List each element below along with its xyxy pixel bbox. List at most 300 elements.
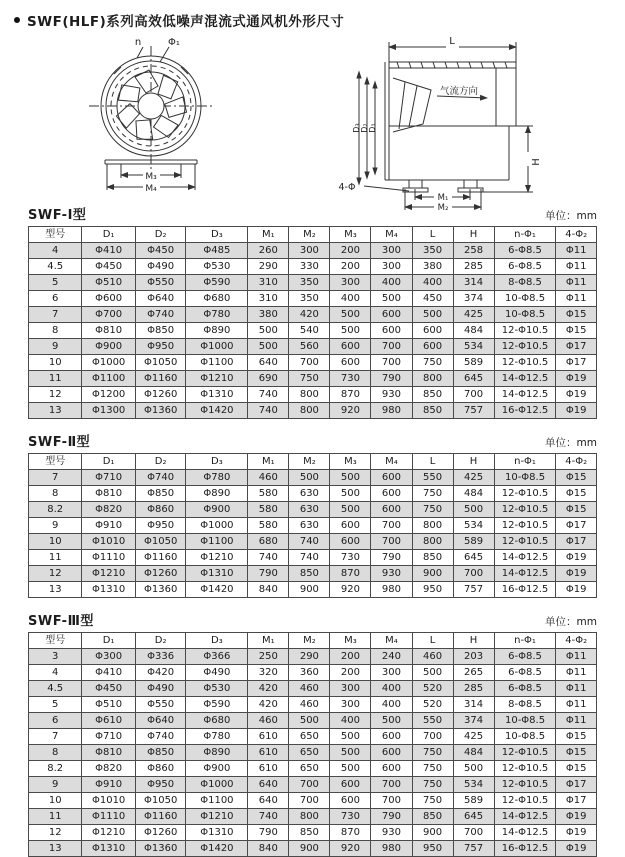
table-cell: Φ710 (82, 729, 135, 745)
table-cell: 630 (289, 486, 330, 502)
table-cell: 12-Φ10.5 (494, 745, 556, 761)
table-cell: 534 (453, 518, 494, 534)
table-cell: 500 (412, 665, 453, 681)
d3-dim-label: D₃ (351, 123, 361, 133)
table-cell: 840 (248, 582, 289, 598)
table-cell: 200 (330, 243, 371, 259)
table-cell: 4 (29, 665, 82, 681)
table-cell: Φ950 (135, 777, 186, 793)
table-cell: 850 (289, 825, 330, 841)
table-cell: 7 (29, 307, 82, 323)
motor-line (399, 82, 405, 129)
table-cell: Φ1050 (135, 534, 186, 550)
table-cell: Φ900 (82, 339, 135, 355)
table-cell: 920 (330, 841, 371, 857)
table-cell: Φ19 (556, 550, 597, 566)
column-header: 型号 (29, 633, 82, 649)
column-header: 4-Φ₂ (556, 454, 597, 470)
table-row (29, 355, 597, 371)
table-cell: 6-Φ8.5 (494, 649, 556, 665)
table-cell: Φ900 (186, 761, 248, 777)
table-cell: Φ19 (556, 809, 597, 825)
section-head (28, 431, 597, 450)
table-cell: 790 (371, 550, 412, 566)
table-cell: Φ1360 (135, 582, 186, 598)
table-cell: Φ1100 (186, 793, 248, 809)
table-cell: 380 (412, 259, 453, 275)
table-cell: 900 (412, 825, 453, 841)
table-cell: 690 (248, 371, 289, 387)
table-cell: 9 (29, 777, 82, 793)
table-cell: 750 (412, 486, 453, 502)
table-row (29, 566, 597, 582)
table-cell: 240 (371, 649, 412, 665)
table-cell: 740 (289, 550, 330, 566)
table-cell: Φ1260 (135, 387, 186, 403)
table-cell: 350 (289, 291, 330, 307)
table-cell: 484 (453, 486, 494, 502)
table-cell: 700 (453, 825, 494, 841)
table-cell: 314 (453, 697, 494, 713)
hatch (493, 62, 495, 68)
dimension-table-swf-3 (28, 632, 597, 857)
table-cell: 203 (453, 649, 494, 665)
table-cell: 6-Φ8.5 (494, 665, 556, 681)
table-row (29, 825, 597, 841)
table-cell: 200 (330, 649, 371, 665)
table-cell: Φ810 (82, 745, 135, 761)
table-cell: 360 (289, 665, 330, 681)
table-cell: Φ19 (556, 387, 597, 403)
dimension-table-swf-2 (28, 453, 597, 598)
column-header: 型号 (29, 227, 82, 243)
table-cell: 645 (453, 809, 494, 825)
table-cell: Φ820 (82, 502, 135, 518)
table-cell: Φ610 (82, 713, 135, 729)
table-cell: 650 (289, 761, 330, 777)
hatch (445, 62, 447, 68)
table-cell: 600 (330, 339, 371, 355)
unit-label: 单位：mm (545, 616, 597, 628)
table-row (29, 582, 597, 598)
table-cell: 460 (248, 713, 289, 729)
table-cell: 600 (371, 470, 412, 486)
table-cell: 500 (330, 307, 371, 323)
column-header: M₂ (289, 454, 330, 470)
table-cell: Φ780 (186, 729, 248, 745)
table-cell: 258 (453, 243, 494, 259)
page-title: SWF(HLF)系列高效低噪声混流式通风机外形尺寸 (27, 14, 345, 30)
table-cell: Φ890 (186, 486, 248, 502)
table-cell: Φ1160 (135, 809, 186, 825)
table-cell: 850 (412, 387, 453, 403)
table-row (29, 729, 597, 745)
column-header: D₁ (82, 454, 135, 470)
impeller (112, 70, 189, 145)
hatch (481, 62, 483, 68)
table-cell: 500 (330, 323, 371, 339)
table-cell: 700 (371, 777, 412, 793)
table-cell: 920 (330, 582, 371, 598)
table-cell: 650 (289, 745, 330, 761)
table-cell: 600 (330, 355, 371, 371)
section-title-swf-1: SWF-Ⅰ型 (28, 208, 87, 223)
table-cell: Φ19 (556, 825, 597, 841)
table-row (29, 339, 597, 355)
table-cell: Φ1420 (186, 582, 248, 598)
table-cell: 870 (330, 387, 371, 403)
table-cell: 13 (29, 582, 82, 598)
header-row (29, 227, 597, 243)
table-cell: Φ740 (135, 470, 186, 486)
table-cell: 10-Φ8.5 (494, 729, 556, 745)
table-cell: Φ530 (186, 681, 248, 697)
table-cell: 640 (248, 355, 289, 371)
table-cell: 980 (371, 582, 412, 598)
table-cell: 790 (248, 825, 289, 841)
table-row (29, 745, 597, 761)
table-cell: 3 (29, 649, 82, 665)
table-cell: 400 (371, 697, 412, 713)
table-cell: Φ1260 (135, 566, 186, 582)
column-header: D₃ (186, 227, 248, 243)
section-head (28, 610, 597, 629)
table-cell: 800 (289, 403, 330, 419)
table-cell: Φ11 (556, 243, 597, 259)
technical-drawings (14, 34, 611, 213)
table-cell: Φ1420 (186, 841, 248, 857)
table-cell: 850 (412, 809, 453, 825)
table-cell: 260 (248, 243, 289, 259)
table-cell: Φ19 (556, 371, 597, 387)
table-cell: 450 (412, 291, 453, 307)
table-cell: Φ300 (82, 649, 135, 665)
table-row (29, 275, 597, 291)
table-cell: 500 (453, 761, 494, 777)
table-cell: 600 (371, 307, 412, 323)
table-row (29, 665, 597, 681)
table-cell: Φ740 (135, 307, 186, 323)
column-header: M₄ (371, 633, 412, 649)
table-cell: 850 (412, 550, 453, 566)
table-cell: 12-Φ10.5 (494, 502, 556, 518)
table-cell: 500 (371, 713, 412, 729)
table-cell: 5 (29, 275, 82, 291)
table-row (29, 761, 597, 777)
table-cell: 300 (371, 243, 412, 259)
table-cell: 560 (289, 339, 330, 355)
table-cell: 300 (330, 681, 371, 697)
table-cell: 4 (29, 243, 82, 259)
table-row (29, 323, 597, 339)
column-header: H (453, 227, 494, 243)
table-row (29, 534, 597, 550)
table-cell: 350 (289, 275, 330, 291)
table-cell: Φ950 (135, 339, 186, 355)
column-header: L (412, 454, 453, 470)
table-cell: 425 (453, 729, 494, 745)
table-cell: Φ710 (82, 470, 135, 486)
foot-right (464, 180, 477, 188)
table-cell: Φ15 (556, 323, 597, 339)
table-cell: 730 (330, 371, 371, 387)
table-cell: Φ890 (186, 323, 248, 339)
hatch (421, 62, 423, 68)
table-cell: 16-Φ12.5 (494, 841, 556, 857)
table-cell: 700 (371, 339, 412, 355)
column-header: D₃ (186, 633, 248, 649)
table-row (29, 403, 597, 419)
table-cell: Φ1210 (186, 809, 248, 825)
table-row (29, 387, 597, 403)
table-row (29, 486, 597, 502)
table-cell: Φ1360 (135, 841, 186, 857)
table-cell: 265 (453, 665, 494, 681)
motor-cone (393, 78, 431, 132)
table-cell: Φ700 (82, 307, 135, 323)
table-cell: Φ11 (556, 681, 597, 697)
table-cell: 980 (371, 403, 412, 419)
table-cell: Φ1200 (82, 387, 135, 403)
column-header: n-Φ₁ (494, 633, 556, 649)
table-cell: 534 (453, 777, 494, 793)
table-cell: 645 (453, 371, 494, 387)
table-cell: Φ910 (82, 518, 135, 534)
table-cell: 8-Φ8.5 (494, 697, 556, 713)
table-cell: Φ850 (135, 486, 186, 502)
table-cell: 870 (330, 566, 371, 582)
table-cell: Φ450 (82, 681, 135, 697)
header-row (29, 633, 597, 649)
table-cell: 4.5 (29, 259, 82, 275)
table-cell: 400 (371, 681, 412, 697)
table-cell: 13 (29, 841, 82, 857)
table-cell: 460 (289, 681, 330, 697)
table-cell: 600 (371, 486, 412, 502)
top-flange-strip (389, 62, 516, 68)
table-row (29, 649, 597, 665)
column-header: D₁ (82, 633, 135, 649)
table-row (29, 550, 597, 566)
table-cell: 12-Φ10.5 (494, 355, 556, 371)
motor-line (409, 86, 417, 127)
table-cell: 250 (248, 649, 289, 665)
table-cell: 700 (289, 793, 330, 809)
table-row (29, 259, 597, 275)
table-cell: 330 (289, 259, 330, 275)
table-cell: Φ890 (186, 745, 248, 761)
table-cell: 870 (330, 825, 371, 841)
table-cell: Φ1100 (186, 534, 248, 550)
table-cell: 520 (412, 681, 453, 697)
table-cell: 380 (248, 307, 289, 323)
table-cell: Φ17 (556, 339, 597, 355)
table-row (29, 713, 597, 729)
table-cell: 7 (29, 470, 82, 486)
hatch (469, 62, 471, 68)
table-cell: 600 (371, 761, 412, 777)
table-cell: 12-Φ10.5 (494, 323, 556, 339)
table-cell: 645 (453, 550, 494, 566)
table-cell: Φ1260 (135, 825, 186, 841)
table-cell: 8 (29, 486, 82, 502)
table-cell: Φ910 (82, 777, 135, 793)
table-cell: 500 (453, 502, 494, 518)
table-cell: 600 (371, 745, 412, 761)
unit-label: 单位：mm (545, 437, 597, 449)
table-cell: 700 (371, 534, 412, 550)
table-cell: Φ1010 (82, 793, 135, 809)
table-cell: 310 (248, 291, 289, 307)
table-cell: 610 (248, 729, 289, 745)
table-cell: Φ17 (556, 777, 597, 793)
table-cell: 420 (289, 307, 330, 323)
table-cell: 700 (412, 729, 453, 745)
table-cell: 534 (453, 339, 494, 355)
table-cell: 6-Φ8.5 (494, 243, 556, 259)
table-row (29, 809, 597, 825)
table-cell: Φ1160 (135, 371, 186, 387)
table-cell: 600 (330, 534, 371, 550)
table-cell: 700 (289, 355, 330, 371)
table-cell: Φ1050 (135, 793, 186, 809)
table-cell: 425 (453, 307, 494, 323)
table-cell: 800 (289, 809, 330, 825)
table-cell: 900 (412, 566, 453, 582)
table-cell: Φ1000 (186, 339, 248, 355)
m3-dim-label: M₃ (144, 172, 157, 182)
column-header: M₃ (330, 227, 371, 243)
table-cell: Φ11 (556, 665, 597, 681)
table-cell: Φ490 (186, 665, 248, 681)
column-header: D₂ (135, 633, 186, 649)
table-cell: 500 (371, 291, 412, 307)
table-cell: 750 (412, 745, 453, 761)
column-header: M₃ (330, 454, 371, 470)
table-cell: 320 (248, 665, 289, 681)
table-cell: 580 (248, 518, 289, 534)
table-cell: 12-Φ10.5 (494, 486, 556, 502)
table-cell: Φ11 (556, 713, 597, 729)
table-cell: 930 (371, 387, 412, 403)
table-cell: Φ11 (556, 649, 597, 665)
table-cell: 374 (453, 291, 494, 307)
table-cell: Φ15 (556, 729, 597, 745)
table-cell: 500 (248, 323, 289, 339)
table-cell: 10-Φ8.5 (494, 470, 556, 486)
table-cell: 750 (412, 761, 453, 777)
d2-dim-label: D₂ (359, 123, 369, 133)
table-cell: 400 (330, 291, 371, 307)
table-cell: 500 (330, 745, 371, 761)
table-cell: 900 (289, 841, 330, 857)
table-cell: 550 (412, 470, 453, 486)
table-cell: 750 (412, 777, 453, 793)
table-cell: 500 (330, 729, 371, 745)
table-cell: 600 (412, 323, 453, 339)
table-cell: Φ860 (135, 502, 186, 518)
table-cell: 8.2 (29, 502, 82, 518)
table-cell: 10-Φ8.5 (494, 713, 556, 729)
table-cell: 6-Φ8.5 (494, 681, 556, 697)
table-cell: 600 (412, 339, 453, 355)
table-cell: 790 (248, 566, 289, 582)
table-cell: 300 (289, 243, 330, 259)
table-cell: 540 (289, 323, 330, 339)
table-cell: Φ640 (135, 713, 186, 729)
table-cell: 730 (330, 550, 371, 566)
table-cell: Φ19 (556, 841, 597, 857)
column-header: M₃ (330, 633, 371, 649)
column-header: M₂ (289, 633, 330, 649)
table-cell: Φ1100 (82, 371, 135, 387)
table-cell: Φ820 (82, 761, 135, 777)
four-phi-leader (364, 186, 409, 191)
table-cell: 4.5 (29, 681, 82, 697)
table-cell: 14-Φ12.5 (494, 809, 556, 825)
table-cell: 750 (412, 502, 453, 518)
table-cell: 630 (289, 518, 330, 534)
table-cell: Φ15 (556, 486, 597, 502)
column-header: H (453, 633, 494, 649)
table-cell: 950 (412, 582, 453, 598)
table-cell: 5 (29, 697, 82, 713)
table-cell: Φ740 (135, 729, 186, 745)
table-row (29, 777, 597, 793)
table-cell: Φ1000 (186, 518, 248, 534)
h-dim-label: H (530, 158, 542, 166)
table-cell: Φ780 (186, 470, 248, 486)
table-cell: Φ15 (556, 470, 597, 486)
table-cell: Φ1420 (186, 403, 248, 419)
table-cell: Φ336 (135, 649, 186, 665)
table-cell: 400 (371, 275, 412, 291)
table-cell: 700 (453, 387, 494, 403)
column-header: D₃ (186, 454, 248, 470)
table-cell: 10 (29, 534, 82, 550)
table-cell: Φ1310 (186, 387, 248, 403)
table-cell: 12-Φ10.5 (494, 518, 556, 534)
table-cell: 8 (29, 323, 82, 339)
table-cell: 640 (248, 793, 289, 809)
table-cell: 420 (248, 681, 289, 697)
table-cell: Φ1310 (82, 841, 135, 857)
table-cell: 757 (453, 841, 494, 857)
table-cell: 740 (248, 809, 289, 825)
table-cell: 8 (29, 745, 82, 761)
section-title-swf-3: SWF-Ⅲ型 (28, 614, 94, 629)
table-cell: 500 (330, 470, 371, 486)
unit-label: 单位：mm (545, 210, 597, 222)
table-cell: 800 (412, 371, 453, 387)
table-cell: Φ420 (135, 665, 186, 681)
fan-side-view-drawing (309, 34, 609, 213)
airflow-label: 气流方向 (439, 86, 478, 97)
table-cell: 314 (453, 275, 494, 291)
table-cell: Φ550 (135, 275, 186, 291)
table-cell: 12 (29, 566, 82, 582)
table-cell: 285 (453, 259, 494, 275)
phi1-label: Φ₁ (167, 37, 180, 48)
document-title-row (14, 10, 611, 30)
table-cell: Φ550 (135, 697, 186, 713)
column-header: M₄ (371, 454, 412, 470)
table-cell: 500 (330, 761, 371, 777)
table-cell: 11 (29, 809, 82, 825)
table-cell: 840 (248, 841, 289, 857)
table-cell: 14-Φ12.5 (494, 566, 556, 582)
table-cell: 750 (412, 355, 453, 371)
